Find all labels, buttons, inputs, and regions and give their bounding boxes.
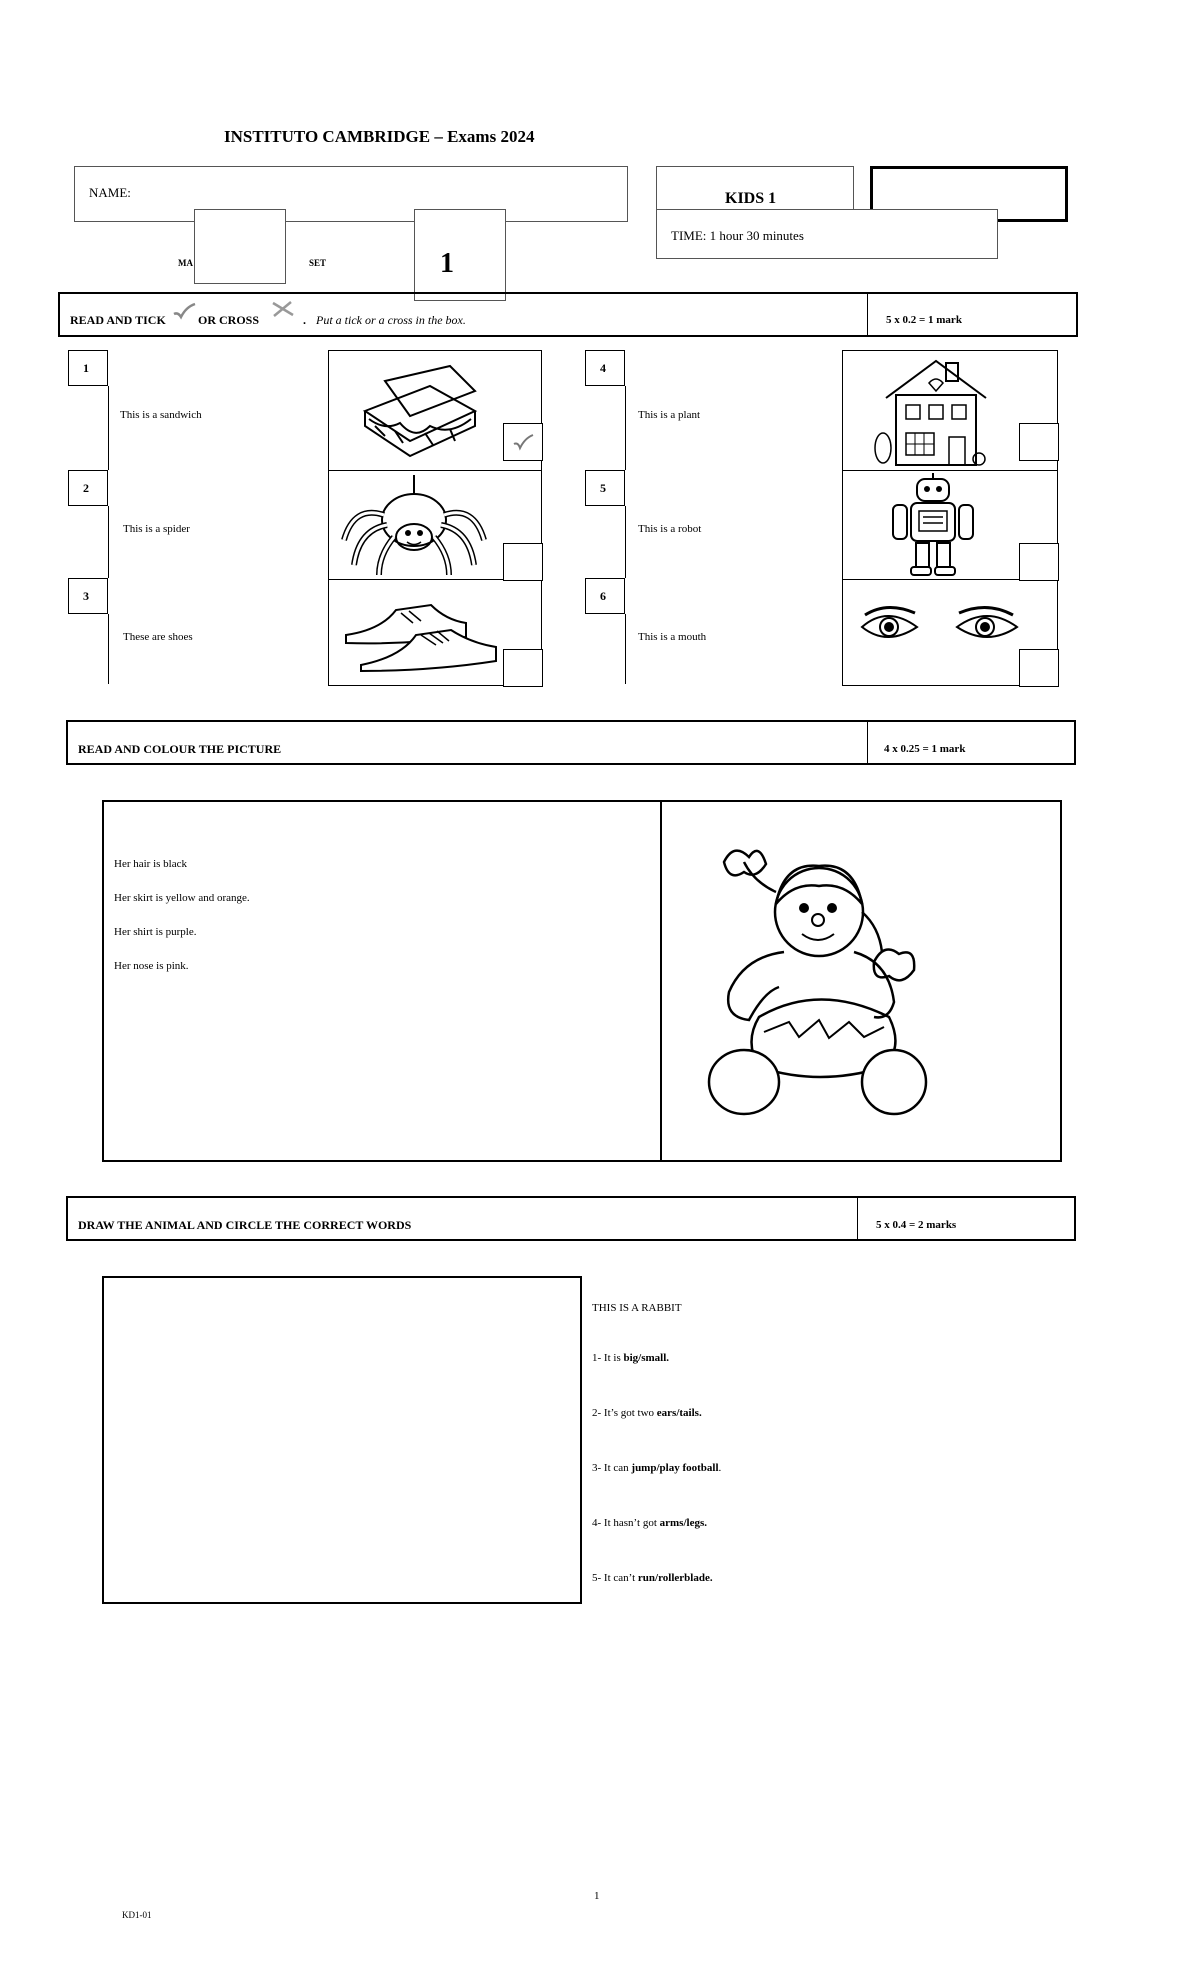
colour-exercise-frame xyxy=(102,800,1062,1162)
rabbit-question-2: 2- It’s got two ears/tails. xyxy=(592,1407,702,1419)
item1-number: 1 xyxy=(83,361,89,375)
section2-header xyxy=(66,720,1076,765)
item4-text: This is a plant xyxy=(638,409,701,421)
rabbit-heading: THIS IS A RABBIT xyxy=(592,1302,682,1314)
left-pictures-frame xyxy=(328,350,542,686)
item5-number-box xyxy=(585,470,625,506)
rabbit-question-1: 1- It is big/small. xyxy=(592,1352,670,1364)
colour-line-4: Her nose is pink. xyxy=(114,960,189,972)
section1-title-a: READ AND TICK xyxy=(70,313,166,327)
colour-line-2: Her skirt is yellow and orange. xyxy=(114,892,250,904)
set-label: SET xyxy=(309,258,327,268)
rabbit-choice-4[interactable]: arms/legs. xyxy=(659,1517,707,1529)
section1-dot: . xyxy=(303,313,306,327)
item1-answer-box[interactable] xyxy=(503,423,543,461)
set-number: 1 xyxy=(440,248,454,279)
section3-header xyxy=(66,1196,1076,1241)
item3-rule xyxy=(108,614,109,684)
colour-line-3: Her shirt is purple. xyxy=(114,926,197,938)
time-label: TIME: 1 hour 30 minutes xyxy=(671,228,804,243)
item5-answer-box[interactable] xyxy=(1019,543,1059,581)
name-field[interactable] xyxy=(74,166,628,222)
section1-header xyxy=(58,292,1078,337)
shoes-picture xyxy=(341,595,501,675)
item5-rule xyxy=(625,506,626,578)
document-code: KD1-01 xyxy=(122,1910,152,1920)
section2-title: READ AND COLOUR THE PICTURE xyxy=(78,742,282,756)
tick-icon xyxy=(512,434,534,450)
rabbit-choice-1[interactable]: big/small. xyxy=(623,1352,670,1364)
rabbit-choice-5[interactable]: run/rollerblade. xyxy=(637,1572,713,1584)
sandwich-picture xyxy=(355,371,485,461)
robot-picture xyxy=(883,473,983,577)
item5-number: 5 xyxy=(600,481,606,495)
item2-number: 2 xyxy=(83,481,89,495)
item2-text: This is a spider xyxy=(123,523,190,535)
section1-score: 5 x 0.2 = 1 mark xyxy=(886,314,962,326)
item3-answer-box[interactable] xyxy=(503,649,543,687)
mark-label: MA xyxy=(178,258,193,268)
rabbit-choice-3[interactable]: jump/play football xyxy=(631,1462,719,1474)
item2-answer-box[interactable] xyxy=(503,543,543,581)
item2-number-box xyxy=(68,470,108,506)
section1-divider xyxy=(867,294,868,335)
page-number: 1 xyxy=(594,1890,600,1902)
item1-rule xyxy=(108,386,109,470)
section3-score: 5 x 0.4 = 2 marks xyxy=(876,1219,957,1231)
rabbit-question-3: 3- It can jump/play football. xyxy=(592,1462,722,1474)
colour-line-1: Her hair is black xyxy=(114,858,187,870)
drawing-area[interactable] xyxy=(102,1276,582,1604)
item4-number: 4 xyxy=(600,361,606,375)
eyes-picture xyxy=(857,607,1027,653)
house-picture xyxy=(871,353,1001,469)
item6-text: This is a mouth xyxy=(638,631,707,643)
level-label: KIDS 1 xyxy=(725,190,777,207)
item3-number-box xyxy=(68,578,108,614)
section3-title: DRAW THE ANIMAL AND CIRCLE THE CORRECT WORDS xyxy=(78,1218,412,1232)
name-label: NAME: xyxy=(89,185,131,200)
item6-answer-box[interactable] xyxy=(1019,649,1059,687)
tick-icon xyxy=(172,303,196,319)
item1-number-box xyxy=(68,350,108,386)
cross-icon xyxy=(270,300,296,318)
item5-text: This is a robot xyxy=(638,523,702,535)
item6-number-box xyxy=(585,578,625,614)
item4-rule xyxy=(625,386,626,470)
section2-score: 4 x 0.25 = 1 mark xyxy=(884,743,966,755)
set-box xyxy=(414,209,506,301)
spider-picture xyxy=(339,475,489,579)
item2-rule xyxy=(108,506,109,578)
rabbit-question-4: 4- It hasn’t got arms/legs. xyxy=(592,1517,707,1529)
item6-number: 6 xyxy=(600,589,606,603)
doll-picture[interactable] xyxy=(704,842,954,1122)
mark-box[interactable] xyxy=(194,209,286,284)
section1-instruction: Put a tick or a cross in the box. xyxy=(316,313,466,327)
rabbit-question-5: 5- It can’t run/rollerblade. xyxy=(592,1572,713,1584)
section1-title-b: OR CROSS xyxy=(198,313,260,327)
item1-text: This is a sandwich xyxy=(120,409,202,421)
item4-answer-box[interactable] xyxy=(1019,423,1059,461)
item4-number-box xyxy=(585,350,625,386)
rabbit-choice-2[interactable]: ears/tails. xyxy=(656,1407,702,1419)
right-pictures-frame xyxy=(842,350,1058,686)
time-box xyxy=(656,209,998,259)
exam-title: INSTITUTO CAMBRIDGE – Exams 2024 xyxy=(224,127,535,146)
item3-text: These are shoes xyxy=(123,631,193,643)
item6-rule xyxy=(625,614,626,684)
item3-number: 3 xyxy=(83,589,89,603)
